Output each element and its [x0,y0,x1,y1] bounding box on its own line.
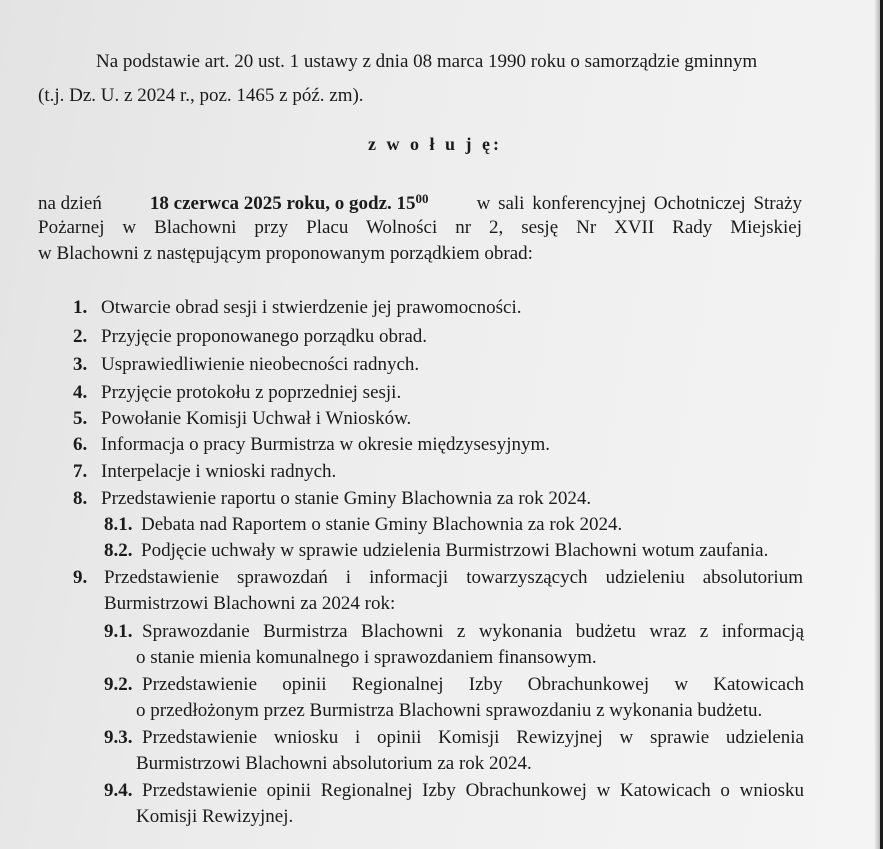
agenda-item-number: 1. [73,297,88,318]
agenda-item-4 [73,381,401,405]
agenda-item-7 [73,460,336,484]
agenda-item-2 [73,325,427,349]
agenda-item-text: Podjęcie uchwały w sprawie udzielenia Burmistrzowi Blachowni wotum zaufania. [141,540,769,561]
agenda-item-9-2-cont: o przedłożonym przez Burmistrza Blachowni sprawozdaniu z wykonania budżetu. [136,700,763,721]
agenda-item-number: 9. [73,567,88,588]
intro-line-1: Na podstawie art. 20 ust. 1 ustawy z dnia 08 marca 1990 roku o samorządzie gminnym [96,51,758,72]
agenda-item-text: Przedstawienie opinii Regionalnej Izby Obrachunkowej w Katowicach [142,674,804,695]
agenda-item-8-2 [104,539,768,563]
session-line-2: Pożarnej w Blachowni przy Placu Wolności nr 2, sesję Nr XVII Rady Miejskiej [38,217,802,238]
agenda-item-number: 4. [73,382,88,403]
agenda-item-number: 3. [73,354,88,375]
agenda-item-9-1 [104,620,804,644]
session-date [150,192,429,216]
agenda-item-number: 6. [73,434,88,455]
agenda-item-number: 8.1. [104,514,133,535]
agenda-item-text: Interpelacje i wnioski radnych. [101,461,337,482]
agenda-item-number: 9.2. [104,674,133,695]
agenda-item-number: 7. [73,461,88,482]
agenda-item-9-4-cont: Komisji Rewizyjnej. [136,806,294,827]
agenda-item-1 [73,296,522,320]
intro-line-2: (t.j. Dz. U. z 2024 r., poz. 1465 z póź. zm). [38,85,364,106]
agenda-item-6 [73,433,550,457]
agenda-item-text: Przyjęcie proponowanego porządku obrad. [101,326,428,347]
session-line-3: w Blachowni z następującym proponowanym porządkiem obrad: [38,243,533,264]
agenda-item-text: Przedstawienie wniosku i opinii Komisji Rewizyjnej w sprawie udzielenia [142,727,804,748]
agenda-item-9-3 [104,726,804,750]
agenda-item-8-1 [104,513,622,537]
session-date-text: 18 czerwca 2025 roku, o godz. 15 [149,193,416,214]
session-line-1 [38,192,802,216]
agenda-item-text: Otwarcie obrad sesji i stwierdzenie jej prawomocności. [101,297,522,318]
agenda-item-text: Usprawiedliwienie nieobecności radnych. [101,354,420,375]
agenda-item-text: Przyjęcie protokołu z poprzedniej sesji. [101,382,402,403]
agenda-item-number: 9.1. [104,621,133,642]
agenda-item-number: 5. [73,408,88,429]
agenda-item-5 [73,407,411,431]
agenda-item-number: 9.3. [104,727,133,748]
agenda-item-9-1-cont: o stanie mienia komunalnego i sprawozdaniem finansowym. [136,647,597,668]
session-rest-line-1: w sali konferencyjnej Ochotniczej Straży [476,193,802,214]
agenda-item-9-cont: Burmistrzowi Blachowni za 2024 rok: [104,593,396,614]
agenda-item-number: 8.2. [104,540,133,561]
heading-zwoluje: z w o ł u j ę: [368,134,502,154]
agenda-item-text: Informacja o pracy Burmistrza w okresie międzysesyjnym. [101,434,550,455]
session-time-sup: 00 [415,191,429,206]
agenda-item-text: Debata nad Raportem o stanie Gminy Blachownia za rok 2024. [141,514,623,535]
agenda-item-9-2 [104,673,804,697]
agenda-item-number: 9.4. [104,780,133,801]
session-prefix: na dzień [38,193,102,214]
agenda-item-number: 2. [73,326,88,347]
agenda-item-9 [73,566,803,590]
agenda-item-number: 8. [73,488,88,509]
agenda-item-3 [73,353,419,377]
agenda-item-text: Przedstawienie sprawozdań i informacji towarzyszących udzieleniu absolutorium [104,567,803,588]
agenda-item-9-4 [104,779,804,803]
agenda-item-text: Przedstawienie opinii Regionalnej Izby Obrachunkowej w Katowicach o wniosku [142,780,804,801]
agenda-item-text: Sprawozdanie Burmistrza Blachowni z wykonania budżetu wraz z informacją [142,621,804,642]
agenda-item-9-3-cont: Burmistrzowi Blachowni absolutorium za rok 2024. [136,753,532,774]
agenda-item-8 [73,487,591,511]
agenda-item-text: Przedstawienie raportu o stanie Gminy Blachownia za rok 2024. [101,488,592,509]
agenda-item-text: Powołanie Komisji Uchwał i Wniosków. [101,408,412,429]
